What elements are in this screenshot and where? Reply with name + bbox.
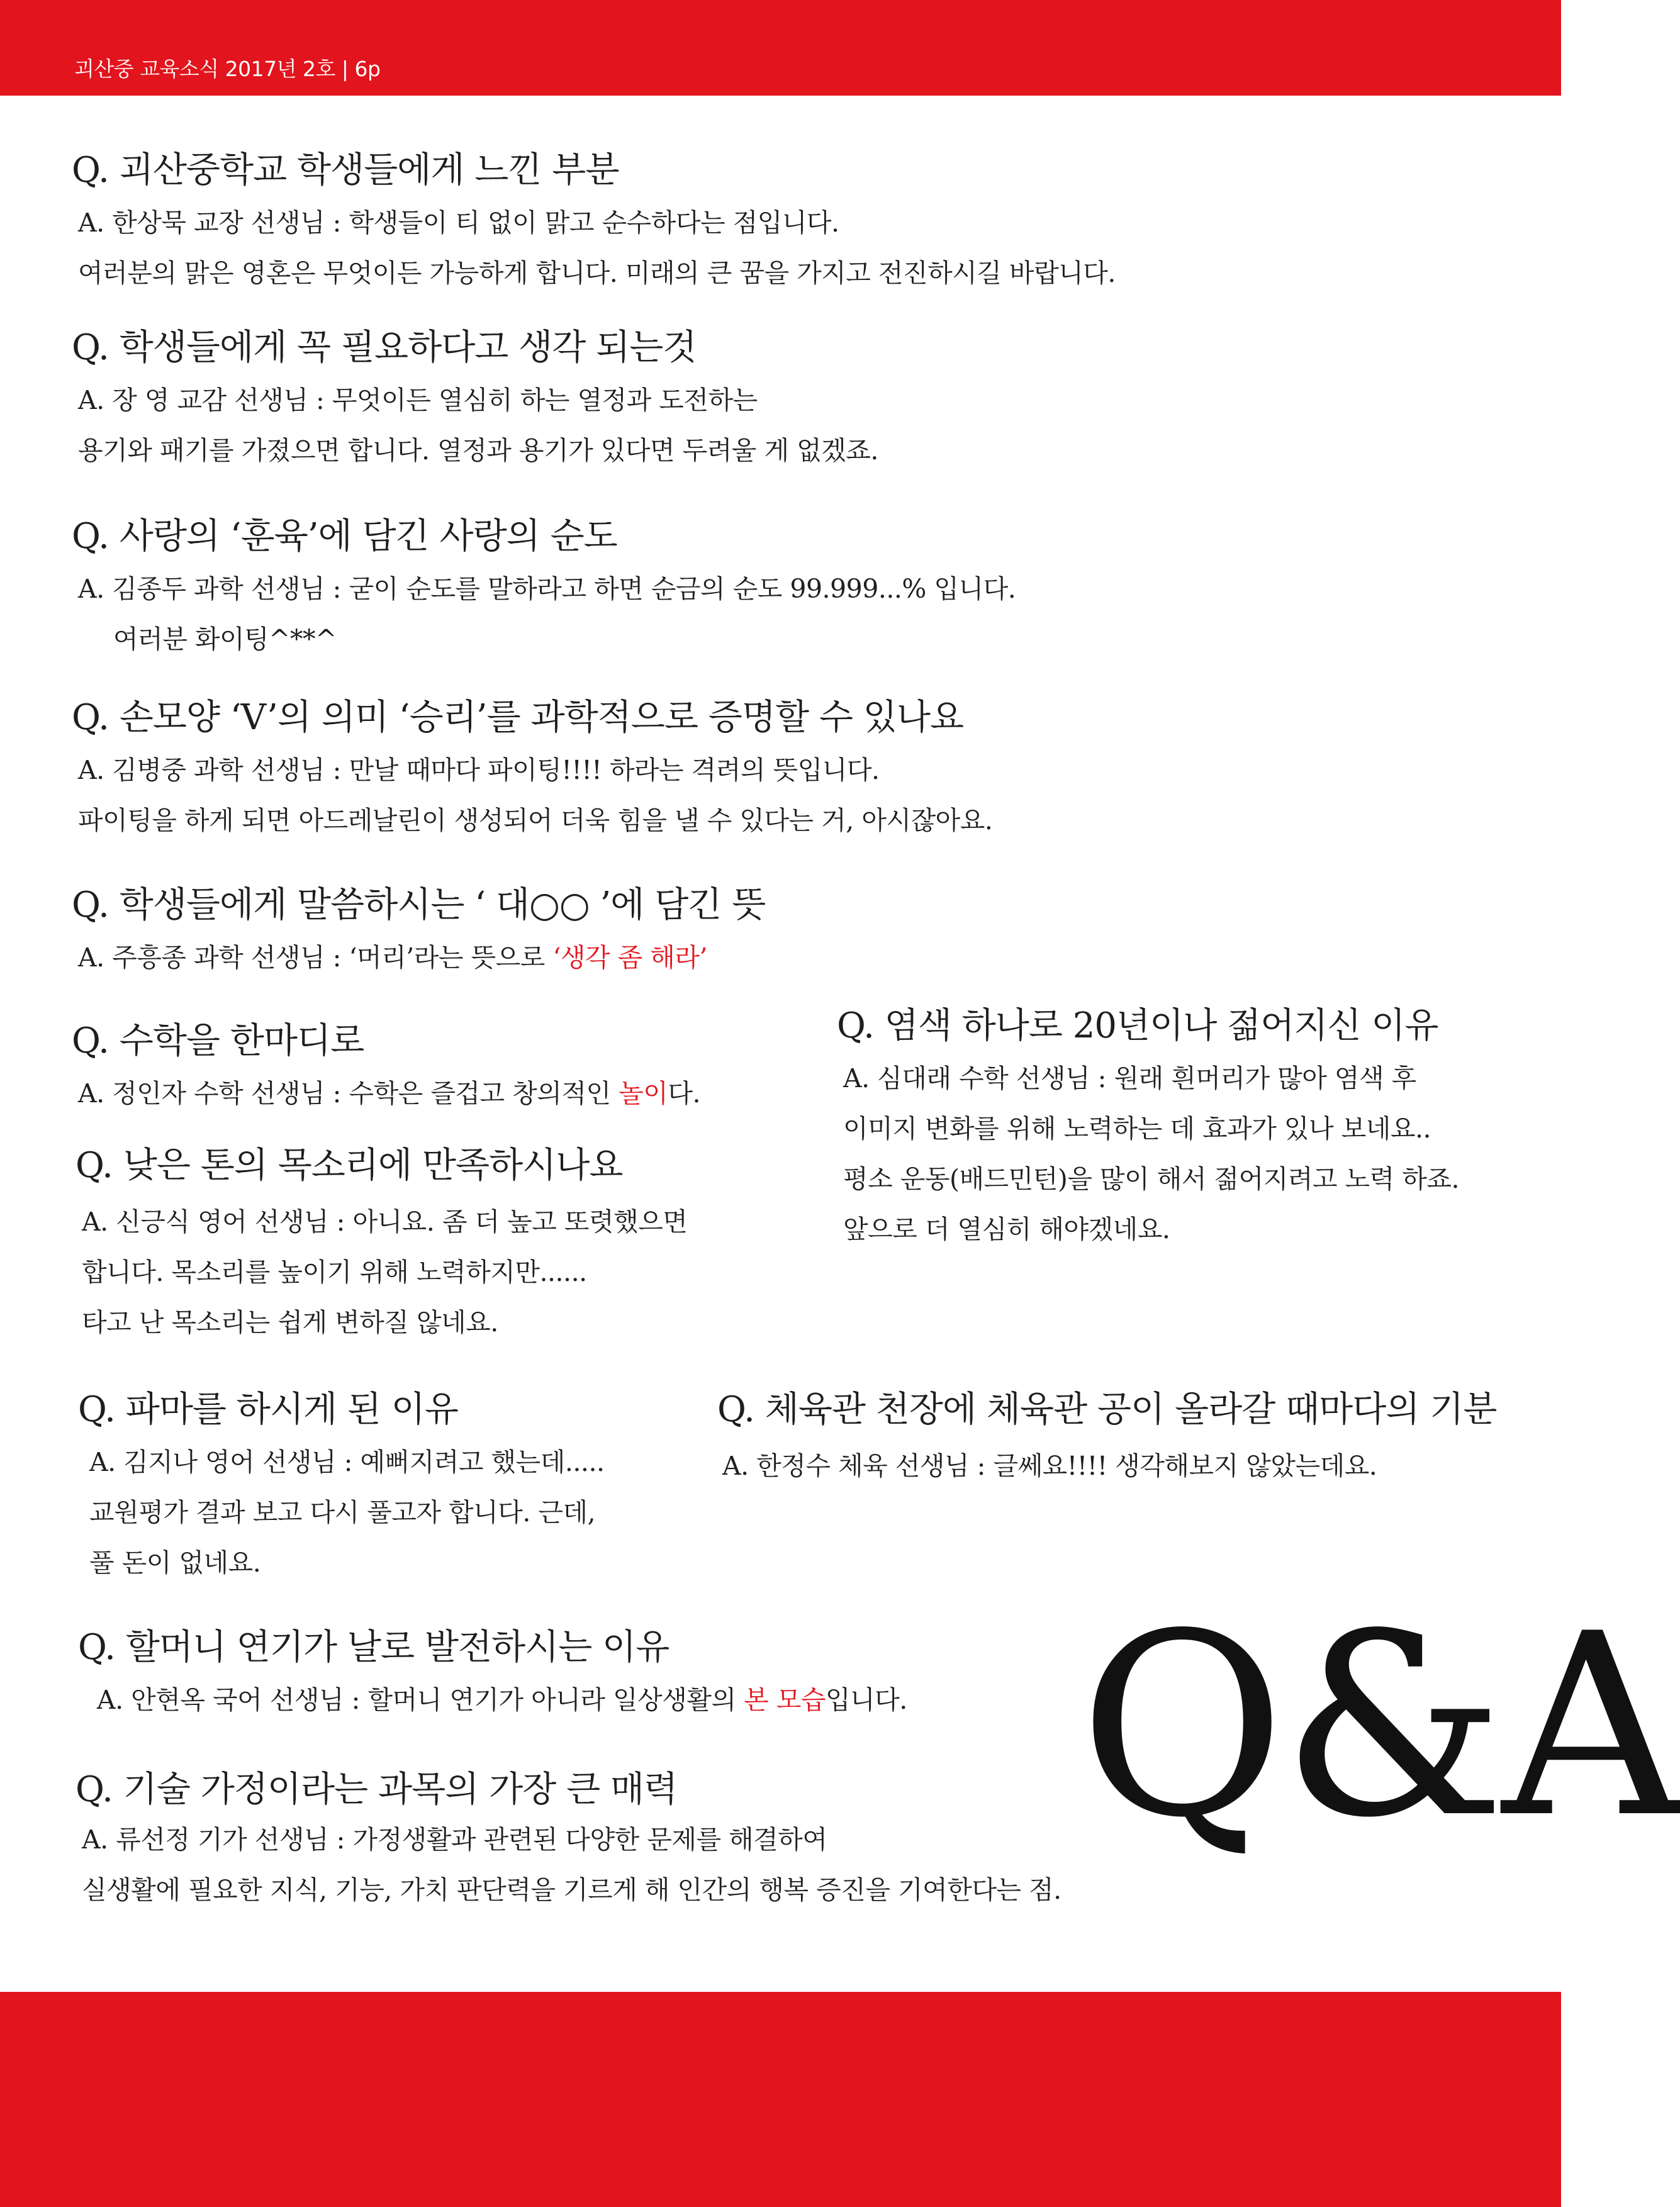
answer-line: A. 한정수 체육 선생님 : 글쎄요!!!! 생각해보지 않았는데요. <box>722 1451 1377 1481</box>
qa-item-3 <box>72 515 1016 664</box>
qa-item-5 <box>72 883 765 983</box>
question: Q. 염색 하나로 20년이나 젊어지신 이유 <box>837 1005 1438 1046</box>
question: Q. 괴산중학교 학생들에게 느낀 부분 <box>72 150 619 191</box>
question: Q. 손모양 ‘V’의 의미 ‘승리’를 과학적으로 증명할 수 있나요 <box>72 697 964 738</box>
answer-line: 실생활에 필요한 지식, 기능, 가치 판단력을 기르게 해 인간의 행복 증진을 기여한다는 점. <box>82 1875 1061 1905</box>
answer-line: A. 한상묵 교장 선생님 : 학생들이 티 없이 맑고 순수하다는 점입니다. <box>78 208 839 238</box>
question: Q. 파마를 하시게 된 이유 <box>78 1389 458 1430</box>
answer-line: 여러분 화이팅^**^ <box>113 624 337 654</box>
answer-line: 파이팅을 하게 되면 아드레날린이 생성되어 더욱 힘을 낼 수 있다는 거, 아시잖아요. <box>78 805 993 835</box>
answer-line: 이미지 변화를 위해 노력하는 데 효과가 있나 보네요.. <box>843 1114 1431 1144</box>
answer-line: 평소 운동(배드민턴)을 많이 해서 젊어지려고 노력 하죠. <box>843 1164 1460 1194</box>
answer-text: 입니다. <box>825 1685 907 1715</box>
answer-line: 타고 난 목소리는 쉽게 변하질 않네요. <box>82 1307 498 1338</box>
question: Q. 할머니 연기가 날로 발전하시는 이유 <box>78 1627 669 1668</box>
answer-line: 앞으로 더 열심히 해야겠네요. <box>843 1214 1170 1244</box>
qa-item-1 <box>72 148 1116 298</box>
answer-text: A. 주흥종 과학 선생님 : ‘머리’라는 뜻으로 <box>78 942 553 973</box>
qa-item-4 <box>72 696 992 846</box>
question: Q. 수학을 한마디로 <box>72 1020 364 1061</box>
question: Q. 낮은 톤의 목소리에 만족하시나요 <box>76 1145 623 1186</box>
qa-item-2 <box>72 326 878 476</box>
qa-item-8 <box>76 1144 687 1348</box>
answer-line: 교원평가 결과 보고 다시 풀고자 합니다. 근데, <box>89 1497 596 1528</box>
qa-item-9 <box>78 1388 605 1588</box>
qa-item-10 <box>717 1388 1496 1491</box>
qa-big-title: Q&A <box>1079 1580 1680 1873</box>
answer-line <box>78 1675 907 1725</box>
question: Q. 학생들에게 꼭 필요하다고 생각 되는것 <box>72 327 697 368</box>
footer-bar <box>0 1992 1561 2207</box>
answer-line: 합니다. 목소리를 높이기 위해 노력하지만...... <box>82 1257 587 1287</box>
answer-highlight: 본 모습 <box>744 1685 826 1715</box>
answer-line <box>72 1068 700 1119</box>
answer-text: A. 정인자 수학 선생님 : 수학은 즐겁고 창의적인 <box>78 1078 619 1109</box>
answer-text: 다. <box>668 1078 700 1109</box>
answer-line: 풀 돈이 없네요. <box>89 1548 261 1578</box>
qa-item-12 <box>76 1768 1061 1915</box>
answer-line <box>72 932 765 983</box>
answer-line: A. 장 영 교감 선생님 : 무엇이든 열심히 하는 열정과 도전하는 <box>78 385 758 415</box>
question: Q. 사랑의 ‘훈육’에 담긴 사랑의 순도 <box>72 516 617 557</box>
answer-line: A. 김병중 과학 선생님 : 만날 때마다 파이팅!!!! 하라는 격려의 뜻입니다. <box>78 755 880 785</box>
answer-line: 용기와 패기를 가졌으면 합니다. 열정과 용기가 있다면 두려울 게 없겠죠. <box>78 435 878 466</box>
answer-text: A. 안현옥 국어 선생님 : 할머니 연기가 아니라 일상생활의 <box>97 1685 744 1715</box>
qa-item-6 <box>72 1019 700 1119</box>
answer-line: A. 김종두 과학 선생님 : 굳이 순도를 말하라고 하면 순금의 순도 99.999...% 입니다. <box>78 574 1016 604</box>
question: Q. 체육관 천장에 체육관 공이 올라갈 때마다의 기분 <box>717 1389 1497 1430</box>
newsletter-header: 괴산중 교육소식 2017년 2호 | 6p <box>74 57 381 81</box>
answer-highlight: 놀이 <box>619 1078 668 1109</box>
answer-line: A. 김지나 영어 선생님 : 예뻐지려고 했는데..... <box>89 1447 605 1477</box>
question: Q. 기술 가정이라는 과목의 가장 큰 매력 <box>76 1769 678 1810</box>
question: Q. 학생들에게 말씀하시는 ‘ 대○○ ’에 담긴 뜻 <box>72 885 766 925</box>
qa-item-11 <box>78 1626 907 1725</box>
qa-item-7 <box>837 1004 1459 1254</box>
answer-line: 여러분의 맑은 영혼은 무엇이든 가능하게 합니다. 미래의 큰 꿈을 가지고 전진하시길 바랍니다. <box>78 258 1116 288</box>
answer-line: A. 류선정 기가 선생님 : 가정생활과 관련된 다양한 문제를 해결하여 <box>82 1824 827 1855</box>
answer-line: A. 심대래 수학 선생님 : 원래 흰머리가 많아 염색 후 <box>843 1063 1416 1093</box>
answer-highlight: ‘생각 좀 해라’ <box>552 942 708 973</box>
answer-line: A. 신긍식 영어 선생님 : 아니요. 좀 더 높고 또렷했으면 <box>82 1207 688 1237</box>
